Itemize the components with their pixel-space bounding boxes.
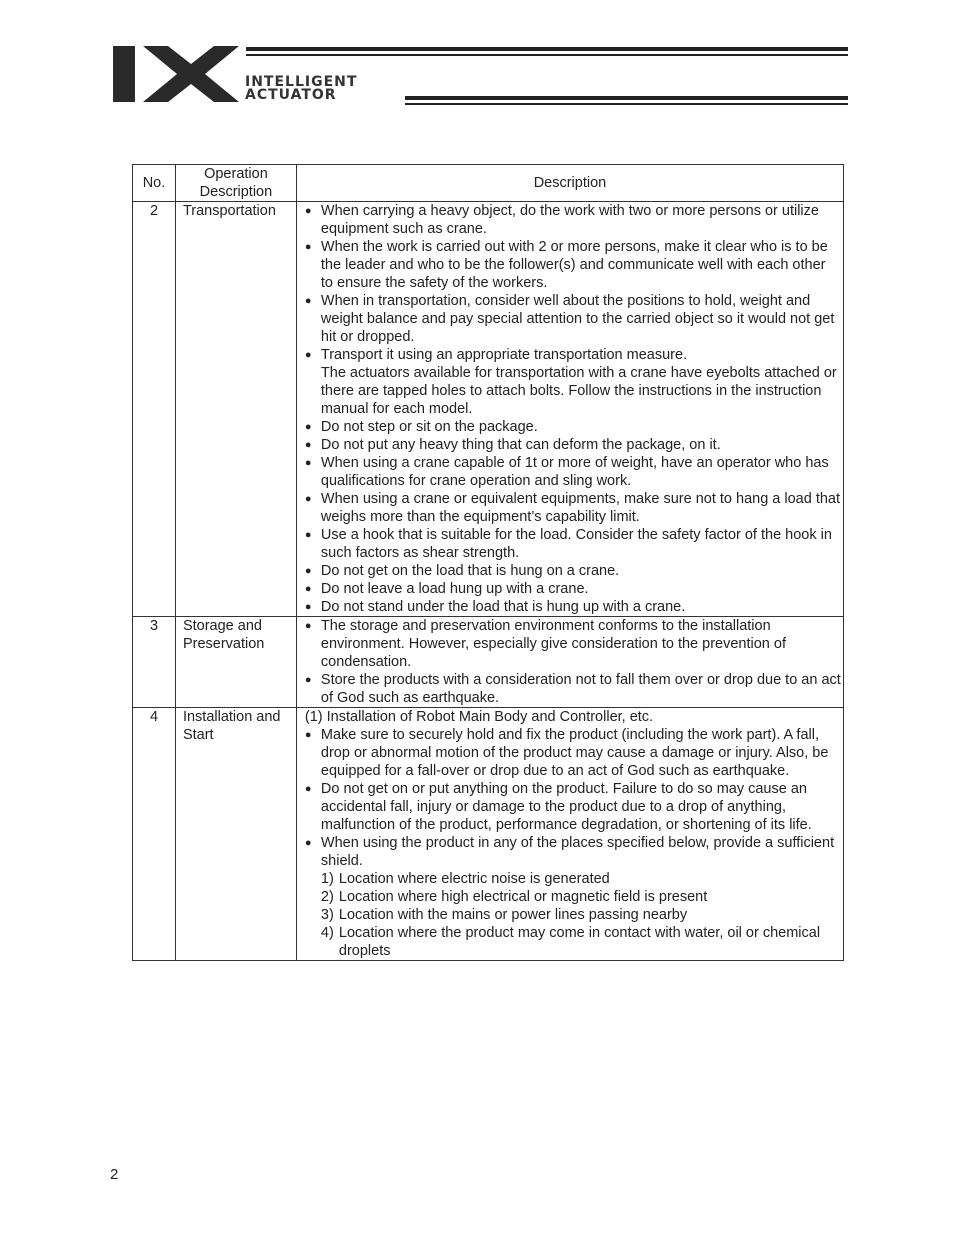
- header-rule-bottom-thin: [405, 103, 848, 105]
- bullet-item: ● Do not step or sit on the package.: [305, 418, 841, 436]
- description-text: The actuators available for transportation with a crane have eyebolts attached or there are tapped holes to attach bolts. Follow the instructions in the instruction manual for each model.: [320, 365, 837, 417]
- location-item: [305, 906, 841, 924]
- location-item: [305, 888, 841, 906]
- row-number: 3: [133, 617, 176, 708]
- bullet-item: ● When carrying a heavy object, do the work with two or more persons or utilize equipment such as crane.: [305, 202, 841, 238]
- location-number: 3): [320, 907, 334, 923]
- bullet-item: ● When using a crane capable of 1t or more of weight, have an operator who has qualifications for crane operation and sling work.: [305, 454, 841, 490]
- ix-logo-mark: [113, 46, 243, 102]
- location-text: Location where electric noise is generated: [338, 871, 610, 887]
- bullet-item: ● Transport it using an appropriate transportation measure.: [305, 346, 841, 364]
- bullet-item: ● Do not put any heavy thing that can deform the package, on it.: [305, 436, 841, 454]
- bullet-item: ● Do not get on the load that is hung on a crane.: [305, 562, 841, 580]
- location-number: 4): [320, 925, 334, 941]
- table-header-row: [133, 165, 844, 202]
- bullet-item: ● When the work is carried out with 2 or more persons, make it clear who is to be the leader and who to be the follower(s) and communicate well with each other to ensure the safety of the workers.: [305, 238, 841, 292]
- row-number: 4: [133, 708, 176, 961]
- brand-name: [245, 76, 357, 102]
- bullet-item: ● When in transportation, consider well about the positions to hold, weight and weight balance and pay special attention to the carried object so it would not get hit or dropped.: [305, 292, 841, 346]
- location-number: 2): [320, 889, 334, 905]
- location-item: [305, 924, 841, 960]
- operation-cell: Transportation: [175, 202, 296, 617]
- bullet-item: ● Use a hook that is suitable for the load. Consider the safety factor of the hook in such factors as shear strength.: [305, 526, 841, 562]
- bullet-item: ● The storage and preservation environment conforms to the installation environment. However, especially give consideration to the prevention of condensation.: [305, 617, 841, 671]
- header-rule-top-thick: [246, 47, 848, 51]
- bullet-item: ● Do not get on or put anything on the product. Failure to do so may cause an accidental fall, injury or damage to the product due to a drop of anything, malfunction of the product, performance degradation, or shortening of its life.: [305, 780, 841, 834]
- brand-line-1: INTELLIGENT: [245, 74, 358, 90]
- bullet-item: ● When using a crane or equivalent equipments, make sure not to hang a load that weighs more than the equipment’s capability limit.: [305, 490, 841, 526]
- description-cell: [296, 202, 843, 617]
- bullet-item: ● Store the products with a consideration not to fall them over or drop due to an act of God such as earthquake.: [305, 671, 841, 707]
- bullet-item: ● Do not stand under the load that is hung up with a crane.: [305, 598, 841, 616]
- bullet-item: ● When using the product in any of the places specified below, provide a sufficient shield.: [305, 834, 841, 870]
- header-rule-top-thin: [246, 54, 848, 56]
- operation-cell: Storage and Preservation: [175, 617, 296, 708]
- location-item: [305, 870, 841, 888]
- header-no: No.: [133, 165, 176, 202]
- company-logo: [113, 46, 848, 106]
- description-cell: [296, 708, 843, 961]
- header-description: Description: [296, 165, 843, 202]
- location-number: 1): [320, 871, 334, 887]
- description-cell: [296, 617, 843, 708]
- operations-table: [132, 164, 844, 961]
- page-number: 2: [110, 1166, 119, 1183]
- bullet-item: ● Do not leave a load hung up with a crane.: [305, 580, 841, 598]
- description-heading: (1) Installation of Robot Main Body and Controller, etc.: [304, 709, 654, 725]
- brand-line-2: ACTUATOR: [245, 87, 337, 103]
- header-operation: Operation Description: [175, 165, 296, 202]
- header-rule-bottom-thick: [405, 96, 848, 100]
- location-text: Location where high electrical or magnetic field is present: [338, 889, 708, 905]
- table-row: [133, 708, 844, 961]
- operation-cell: Installation and Start: [175, 708, 296, 961]
- bullet-item: ● Make sure to securely hold and fix the product (including the work part). A fall, drop or abnormal motion of the product may cause a damage or injury. Also, be equipped for a fall-over or drop due to an act of God such as earthquake.: [305, 726, 841, 780]
- location-text: Location where the product may come in contact with water, oil or chemical droplets: [338, 925, 821, 959]
- location-text: Location with the mains or power lines passing nearby: [338, 907, 688, 923]
- table-row: [133, 617, 844, 708]
- row-number: 2: [133, 202, 176, 617]
- table-row: [133, 202, 844, 617]
